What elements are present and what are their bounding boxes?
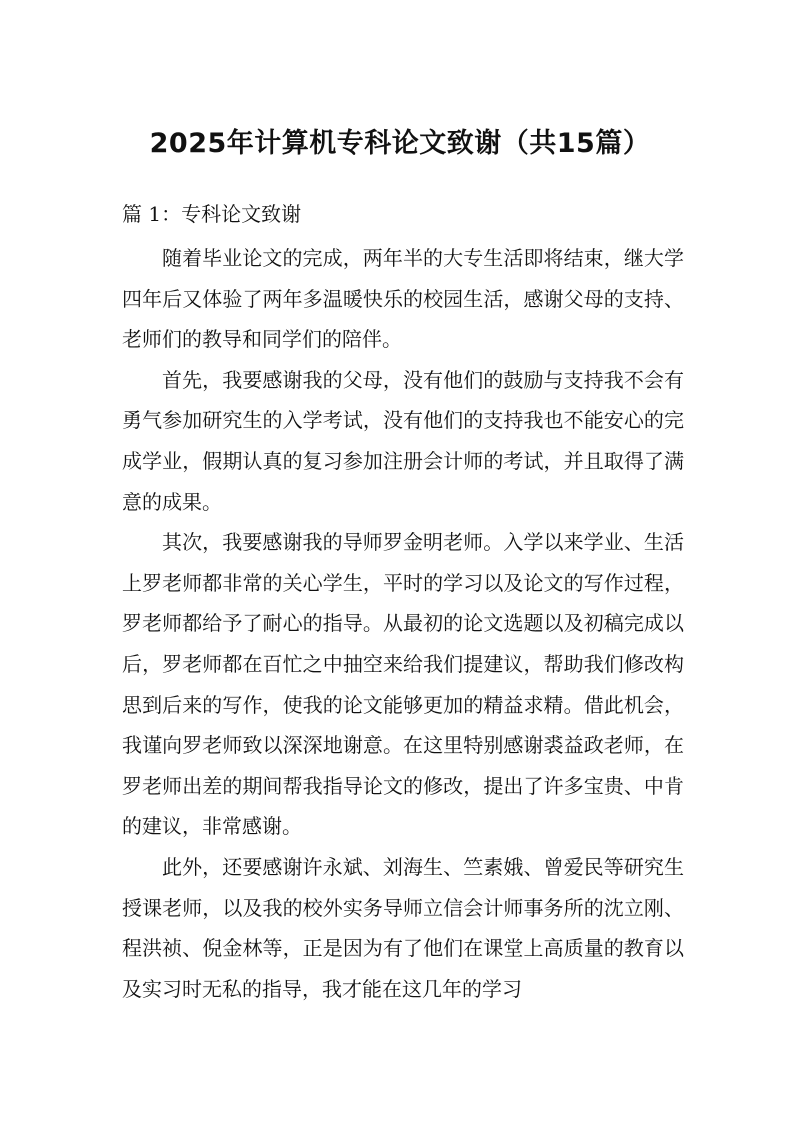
paragraph: 此外，还要感谢许永斌、刘海生、竺素娥、曾爱民等研究生授课老师，以及我的校外实务导师立信会计师事务所的沈立刚、程洪祯、倪金林等，正是因为有了他们在课堂上高质量的教育以及实习时无私的指导，我才能在这几年的学习 [122,854,684,1001]
document-title: 2025年计算机专科论文致谢（共15篇） [149,128,651,159]
section-heading: 篇 1：专科论文致谢 [122,202,302,226]
paragraph: 其次，我要感谢我的导师罗金明老师。入学以来学业、生活上罗老师都非常的关心学生，平时的学习以及论文的写作过程，罗老师都给予了耐心的指导。从最初的论文选题以及初稿完成以后，罗老师都在百忙之中抽空来给我们提建议，帮助我们修改构思到后来的写作，使我的论文能够更加的精益求精。借此机会，我谨向罗老师致以深深地谢意。在这里特别感谢裘益政老师，在罗老师出差的期间帮我指导论文的修改，提出了许多宝贵、中肯的建议，非常感谢。 [122,530,684,839]
document-body [122,238,684,1009]
paragraph: 随着毕业论文的完成，两年半的大专生活即将结束，继大学四年后又体验了两年多温暖快乐的校园生活，感谢父母的支持、老师们的教导和同学们的陪伴。 [122,246,684,352]
paragraph: 首先，我要感谢我的父母，没有他们的鼓励与支持我不会有勇气参加研究生的入学考试，没有他们的支持我也不能安心的完成学业，假期认真的复习参加注册会计师的考试，并且取得了满意的成果。 [122,367,684,514]
